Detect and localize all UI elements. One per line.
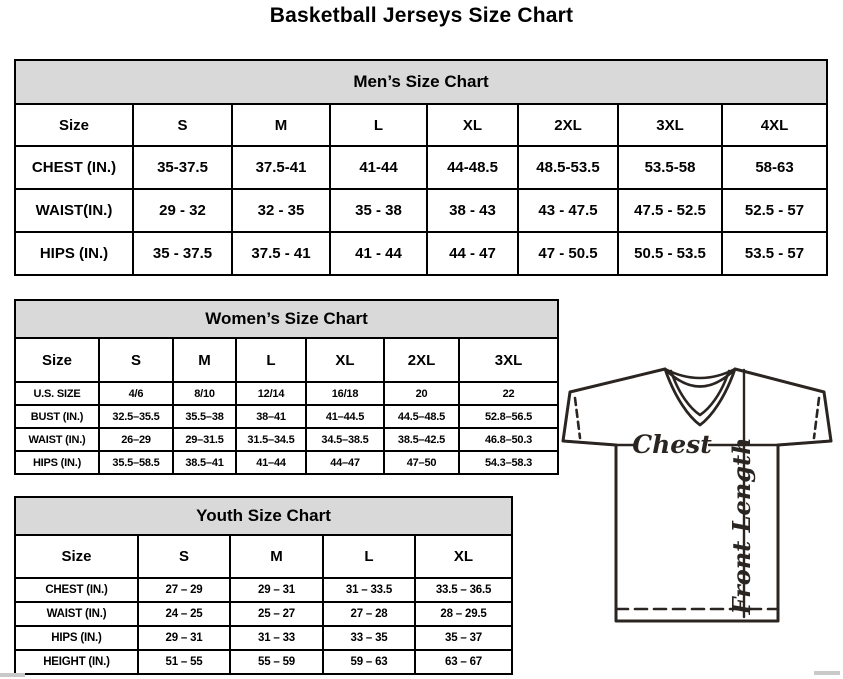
table-cell: 31.5–34.5 (236, 428, 306, 451)
table-cell: 38 - 43 (427, 189, 518, 232)
table-cell: 63 – 67 (415, 650, 512, 674)
womens-size-header: Size (15, 338, 99, 382)
table-cell: 29 - 32 (133, 189, 232, 232)
table-cell: 41 - 44 (330, 232, 427, 275)
chest-label: Chest (632, 430, 712, 459)
womens-row-label: HIPS (IN.) (15, 451, 99, 474)
table-cell: 4/6 (99, 382, 173, 405)
table-cell: 20 (384, 382, 459, 405)
youth-col-header: M (230, 535, 323, 578)
table-cell: 35.5–38 (173, 405, 236, 428)
mens-table-title: Men’s Size Chart (15, 60, 827, 104)
table-cell: 37.5 - 41 (232, 232, 330, 275)
table-cell: 37.5-41 (232, 146, 330, 189)
horizontal-scrollbar-thumb-right[interactable] (814, 671, 840, 675)
table-cell: 38.5–42.5 (384, 428, 459, 451)
table-cell: 33.5 – 36.5 (415, 578, 512, 602)
womens-row-label: WAIST (IN.) (15, 428, 99, 451)
jersey-measurement-diagram (558, 356, 842, 634)
horizontal-scrollbar-thumb-left[interactable] (0, 673, 25, 677)
table-cell: 47.5 - 52.5 (618, 189, 722, 232)
womens-row-label: BUST (IN.) (15, 405, 99, 428)
youth-row-label: HIPS (IN.) (15, 626, 138, 650)
table-cell: 59 – 63 (323, 650, 415, 674)
mens-row-label: HIPS (IN.) (15, 232, 133, 275)
table-cell: 24 – 25 (138, 602, 230, 626)
table-cell: 47 - 50.5 (518, 232, 618, 275)
table-cell: 38–41 (236, 405, 306, 428)
table-cell: 27 – 29 (138, 578, 230, 602)
mens-row-label: CHEST (IN.) (15, 146, 133, 189)
mens-col-header: XL (427, 104, 518, 146)
table-cell: 53.5 - 57 (722, 232, 827, 275)
youth-col-header: L (323, 535, 415, 578)
womens-row-label: U.S. SIZE (15, 382, 99, 405)
womens-col-header: XL (306, 338, 384, 382)
youth-row-label: HEIGHT (IN.) (15, 650, 138, 674)
mens-row-label: WAIST(IN.) (15, 189, 133, 232)
womens-col-header: M (173, 338, 236, 382)
table-cell: 27 – 28 (323, 602, 415, 626)
womens-col-header: 2XL (384, 338, 459, 382)
jersey-outline (563, 369, 831, 621)
table-cell: 58-63 (722, 146, 827, 189)
table-cell: 50.5 - 53.5 (618, 232, 722, 275)
table-cell: 44-48.5 (427, 146, 518, 189)
table-cell: 35 - 37.5 (133, 232, 232, 275)
youth-table-title: Youth Size Chart (15, 497, 512, 535)
table-cell: 44–47 (306, 451, 384, 474)
table-cell: 31 – 33 (230, 626, 323, 650)
table-cell: 35-37.5 (133, 146, 232, 189)
table-cell: 51 – 55 (138, 650, 230, 674)
mens-col-header: S (133, 104, 232, 146)
table-cell: 55 – 59 (230, 650, 323, 674)
mens-size-header: Size (15, 104, 133, 146)
table-cell: 32 - 35 (232, 189, 330, 232)
mens-col-header: 4XL (722, 104, 827, 146)
right-cuff-dashed-seam (814, 398, 819, 438)
table-cell: 16/18 (306, 382, 384, 405)
table-cell: 54.3–58.3 (459, 451, 558, 474)
mens-size-table (14, 59, 828, 276)
womens-col-header: 3XL (459, 338, 558, 382)
table-cell: 29 – 31 (138, 626, 230, 650)
womens-size-table (14, 299, 559, 475)
table-cell: 43 - 47.5 (518, 189, 618, 232)
front-length-label: Front Length (727, 437, 756, 615)
youth-size-header: Size (15, 535, 138, 578)
table-cell: 34.5–38.5 (306, 428, 384, 451)
table-cell: 29 – 31 (230, 578, 323, 602)
mens-col-header: M (232, 104, 330, 146)
table-cell: 12/14 (236, 382, 306, 405)
womens-col-header: L (236, 338, 306, 382)
mens-col-header: L (330, 104, 427, 146)
table-cell: 41–44.5 (306, 405, 384, 428)
table-cell: 29–31.5 (173, 428, 236, 451)
table-cell: 26–29 (99, 428, 173, 451)
table-cell: 8/10 (173, 382, 236, 405)
table-cell: 22 (459, 382, 558, 405)
youth-col-header: XL (415, 535, 512, 578)
table-cell: 48.5-53.5 (518, 146, 618, 189)
table-cell: 53.5-58 (618, 146, 722, 189)
page-title: Basketball Jerseys Size Chart (269, 4, 574, 27)
table-cell: 44 - 47 (427, 232, 518, 275)
youth-row-label: WAIST (IN.) (15, 602, 138, 626)
table-cell: 31 – 33.5 (323, 578, 415, 602)
youth-row-label: CHEST (IN.) (15, 578, 138, 602)
table-cell: 41-44 (330, 146, 427, 189)
table-cell: 41–44 (236, 451, 306, 474)
table-cell: 52.5 - 57 (722, 189, 827, 232)
womens-col-header: S (99, 338, 173, 382)
table-cell: 35 – 37 (415, 626, 512, 650)
left-cuff-dashed-seam (575, 398, 580, 438)
youth-size-table (14, 496, 513, 675)
youth-col-header: S (138, 535, 230, 578)
table-cell: 25 – 27 (230, 602, 323, 626)
table-cell: 35 - 38 (330, 189, 427, 232)
womens-table-title: Women’s Size Chart (15, 300, 558, 338)
mens-col-header: 2XL (518, 104, 618, 146)
table-cell: 38.5–41 (173, 451, 236, 474)
table-cell: 33 – 35 (323, 626, 415, 650)
table-cell: 32.5–35.5 (99, 405, 173, 428)
table-cell: 44.5–48.5 (384, 405, 459, 428)
mens-col-header: 3XL (618, 104, 722, 146)
table-cell: 47–50 (384, 451, 459, 474)
table-cell: 46.8–50.3 (459, 428, 558, 451)
table-cell: 35.5–58.5 (99, 451, 173, 474)
table-cell: 28 – 29.5 (415, 602, 512, 626)
table-cell: 52.8–56.5 (459, 405, 558, 428)
